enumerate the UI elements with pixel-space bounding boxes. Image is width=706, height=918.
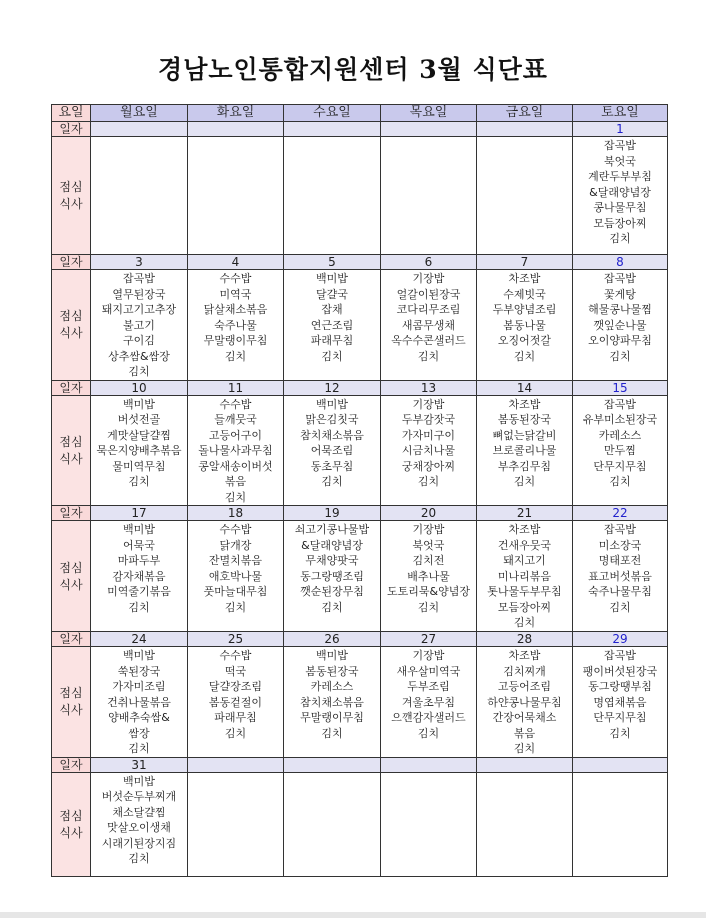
- menu-item: 감자채볶음: [112, 569, 166, 583]
- menu-item: 버섯전골: [117, 413, 161, 426]
- menu-item: 가자미구이: [401, 428, 456, 442]
- date-cell-tue: 11: [188, 380, 284, 395]
- menu-cell-wed: [284, 270, 381, 381]
- menu-item: 숙주나물무침: [588, 585, 652, 598]
- date-cell-tue: 25: [188, 632, 284, 647]
- menu-item: 무말랭이무침: [203, 334, 268, 347]
- menu-item: 김치: [321, 475, 343, 488]
- menu-item: 수수밥: [219, 272, 252, 285]
- menu-item: 김치: [128, 742, 150, 755]
- menu-item: 미역국: [219, 287, 252, 301]
- date-cell-thu: 13: [381, 380, 477, 395]
- menu-item: 달걀장조림: [208, 680, 263, 693]
- weekday-header-wed: 수요일: [284, 105, 381, 122]
- menu-item: 김치: [128, 475, 150, 488]
- menu-cell-thu: [381, 772, 477, 876]
- menu-item: 미나리볶음: [497, 569, 552, 583]
- menu-item: 새우살미역국: [396, 664, 461, 678]
- date-cell-tue: 4: [188, 255, 284, 270]
- lunch-row: [52, 270, 668, 381]
- menu-item: 김치: [128, 600, 150, 614]
- menu-item: 카레소스: [598, 428, 642, 442]
- menu-cell-wed: [284, 772, 381, 876]
- menu-item: 맑은김칫국: [305, 413, 359, 426]
- menu-item: 백미밥: [123, 523, 155, 536]
- date-cell-wed: 19: [284, 506, 381, 521]
- menu-item: 양배추숙쌈&: [108, 711, 170, 724]
- menu-item: 모듬장아찌: [593, 216, 647, 230]
- weekday-header-fri: 금요일: [477, 105, 573, 122]
- date-cell-tue: 18: [188, 506, 284, 521]
- date-cell-mon: 3: [91, 255, 188, 270]
- weeks-body: [52, 122, 668, 877]
- date-row: [52, 757, 668, 772]
- menu-item: 미역줄기볶음: [107, 585, 171, 598]
- date-cell-mon: 17: [91, 506, 188, 521]
- menu-item: 잡곡밥: [123, 272, 155, 285]
- date-cell-sat: 1: [573, 122, 668, 137]
- menu-item: 간장어묵채소: [492, 711, 557, 724]
- menu-cell-sat: [573, 647, 668, 758]
- menu-item: 옥수수콘샐러드: [391, 334, 466, 347]
- menu-item: 연근조림: [310, 318, 354, 332]
- menu-item: 백미밥: [123, 397, 155, 411]
- menu-item: 김치: [128, 852, 150, 865]
- menu-item: 구이김: [123, 334, 155, 347]
- date-cell-thu: [381, 122, 477, 137]
- menu-item: 김치: [321, 726, 343, 740]
- menu-item: 쌈장: [128, 726, 150, 740]
- menu-item: 만두찜: [604, 444, 636, 457]
- date-cell-thu: 20: [381, 506, 477, 521]
- menu-cell-tue: [188, 647, 284, 758]
- menu-item: 김치: [513, 742, 536, 755]
- menu-item: 깻순된장무침: [300, 585, 364, 598]
- menu-item: 파래무침: [310, 334, 354, 347]
- date-row: [52, 632, 668, 647]
- menu-item: 볶음: [224, 475, 247, 488]
- menu-cell-tue: [188, 137, 284, 255]
- menu-item: 잡채: [321, 303, 343, 316]
- menu-item: 차조밥: [508, 523, 541, 536]
- date-cell-sat: 29: [573, 632, 668, 647]
- menu-cell-tue: [188, 772, 284, 876]
- menu-item: 풋마늘대무침: [203, 585, 268, 598]
- menu-item: 게맛살달걀찜: [107, 428, 171, 442]
- menu-item: 봄동된장국: [305, 664, 359, 678]
- menu-item: 어묵조림: [310, 444, 354, 457]
- menu-item: 닭살채소볶음: [203, 303, 268, 316]
- menu-cell-thu: [381, 647, 477, 758]
- weekday-header-tue: 화요일: [188, 105, 284, 122]
- menu-item: 들깨뭇국: [214, 413, 257, 426]
- menu-cell-mon: [91, 395, 188, 506]
- menu-item: 돼지고기: [503, 554, 546, 567]
- menu-item: 시금치나물: [401, 444, 456, 457]
- menu-cell-wed: [284, 521, 381, 632]
- menu-item: 볶음: [513, 726, 536, 740]
- date-cell-thu: 6: [381, 255, 477, 270]
- date-row-label: 일자: [52, 380, 91, 395]
- menu-item: 차조밥: [508, 272, 541, 285]
- menu-item: 팽이버섯된장국: [582, 664, 658, 678]
- menu-item: 명엽채볶음: [593, 695, 647, 709]
- lunch-row: [52, 772, 668, 876]
- menu-item: 단무지무침: [593, 711, 647, 724]
- menu-item: 김치: [609, 232, 631, 245]
- date-cell-sat: 22: [573, 506, 668, 521]
- menu-item: 오이양파무침: [588, 334, 652, 347]
- date-cell-fri: 7: [477, 255, 573, 270]
- date-cell-fri: 14: [477, 380, 573, 395]
- menu-cell-fri: [477, 395, 573, 506]
- menu-item: 돼지고기고추장: [101, 303, 177, 316]
- weekday-header-row: [52, 105, 668, 122]
- menu-item: 김치: [321, 349, 343, 363]
- menu-item: 채소달걀찜: [112, 805, 166, 819]
- menu-item: 백미밥: [316, 649, 348, 662]
- menu-item: 김치: [224, 349, 247, 363]
- menu-item: 해물콩나물찜: [588, 303, 652, 316]
- date-row-label: 일자: [52, 506, 91, 521]
- menu-item: 백미밥: [123, 649, 155, 662]
- lunch-row-label: 점심 식사: [52, 137, 91, 255]
- lunch-row-label: 점심 식사: [52, 647, 91, 758]
- menu-cell-sat: [573, 772, 668, 876]
- menu-cell-fri: [477, 772, 573, 876]
- menu-item: 으깬감자샐러드: [391, 711, 466, 724]
- menu-item: 기장밥: [412, 272, 445, 285]
- menu-item: 돌나물사과무침: [198, 444, 273, 457]
- date-cell-wed: 5: [284, 255, 381, 270]
- date-row: [52, 506, 668, 521]
- menu-item: 잡곡밥: [604, 272, 636, 285]
- menu-item: 참치채소볶음: [300, 695, 364, 709]
- menu-item: 김치: [224, 490, 247, 504]
- menu-item: 봄동된장국: [497, 413, 552, 426]
- menu-item: 김치: [417, 349, 440, 363]
- lunch-row-label: 점심 식사: [52, 395, 91, 506]
- menu-cell-tue: [188, 270, 284, 381]
- date-cell-mon: 24: [91, 632, 188, 647]
- lunch-row: [52, 137, 668, 255]
- menu-item: 맛살오이생채: [107, 821, 171, 834]
- menu-item: 기장밥: [412, 649, 445, 662]
- menu-item: 브로콜리나물: [492, 444, 557, 457]
- menu-item: 김치: [513, 475, 536, 488]
- weekday-header-mon: 월요일: [91, 105, 188, 122]
- menu-item: 묵은지양배추볶음: [96, 444, 182, 457]
- date-cell-thu: [381, 757, 477, 772]
- menu-item: 참치채소볶음: [300, 428, 364, 442]
- menu-cell-mon: [91, 772, 188, 876]
- menu-item: 콩나물무침: [593, 201, 647, 214]
- menu-item: 떡국: [224, 664, 247, 678]
- date-row-label: 일자: [52, 632, 91, 647]
- menu-item: 닭개장: [219, 538, 252, 552]
- menu-item: 열무된장국: [112, 287, 166, 301]
- menu-item: 가자미조림: [112, 680, 166, 693]
- menu-cell-wed: [284, 647, 381, 758]
- menu-item: 김치: [513, 616, 536, 629]
- menu-item: 시래기된장지짐: [101, 836, 177, 850]
- menu-item: 카레소스: [310, 680, 354, 693]
- date-cell-sat: 8: [573, 255, 668, 270]
- date-row: [52, 380, 668, 395]
- weekday-header-label: 요일: [52, 105, 91, 122]
- date-cell-wed: [284, 122, 381, 137]
- menu-item: 상추쌈&쌈장: [108, 349, 170, 363]
- date-cell-mon: [91, 122, 188, 137]
- date-cell-mon: 10: [91, 380, 188, 395]
- menu-item: 김치: [224, 600, 247, 614]
- menu-item: 김치: [609, 475, 631, 488]
- menu-item: 톳나물두부무침: [487, 585, 562, 598]
- date-cell-fri: [477, 122, 573, 137]
- menu-item: 북엇국: [412, 538, 445, 552]
- lunch-row: [52, 395, 668, 506]
- menu-item: 계란두부부침: [588, 170, 652, 183]
- date-row-label: 일자: [52, 255, 91, 270]
- menu-item: 불고기: [123, 318, 155, 332]
- menu-cell-mon: [91, 647, 188, 758]
- menu-cell-fri: [477, 270, 573, 381]
- menu-item: 김치전: [412, 554, 445, 567]
- menu-item: 김치: [417, 600, 440, 614]
- lunch-row: [52, 521, 668, 632]
- menu-item: 어묵국: [123, 538, 155, 552]
- menu-cell-wed: [284, 137, 381, 255]
- menu-item: 김치: [513, 349, 536, 363]
- menu-item: 김치: [224, 726, 247, 740]
- lunch-row: [52, 647, 668, 758]
- menu-item: 모듬장아찌: [497, 600, 552, 614]
- menu-cell-thu: [381, 137, 477, 255]
- date-row-label: 일자: [52, 122, 91, 137]
- menu-item: 숙주나물: [214, 318, 257, 332]
- menu-item: 도토리묵&양념장: [387, 585, 470, 598]
- menu-cell-sat: [573, 137, 668, 255]
- menu-item: 잡곡밥: [604, 649, 636, 662]
- menu-item: 얼갈이된장국: [396, 287, 461, 301]
- menu-item: 고등어조림: [497, 680, 552, 693]
- date-cell-wed: [284, 757, 381, 772]
- menu-item: 차조밥: [508, 397, 541, 411]
- menu-item: 김치: [609, 600, 631, 614]
- menu-item: 김치: [609, 726, 631, 740]
- menu-item: 수수밥: [219, 397, 252, 411]
- date-cell-thu: 27: [381, 632, 477, 647]
- menu-item: 파래무침: [214, 711, 257, 724]
- date-row: [52, 122, 668, 137]
- menu-item: 겨울초무침: [401, 695, 456, 709]
- menu-item: 수제빗국: [503, 287, 546, 301]
- date-row-label: 일자: [52, 757, 91, 772]
- menu-item: 김치: [417, 475, 440, 488]
- menu-item: 김치: [128, 365, 150, 378]
- menu-item: 잡곡밥: [604, 523, 636, 536]
- menu-item: 버섯순두부찌개: [101, 790, 177, 803]
- menu-item: 봄동나물: [503, 318, 546, 332]
- date-row: [52, 255, 668, 270]
- menu-item: 애호박나물: [208, 569, 263, 583]
- menu-cell-thu: [381, 270, 477, 381]
- date-cell-tue: [188, 757, 284, 772]
- menu-cell-thu: [381, 521, 477, 632]
- menu-item: 잔멸치볶음: [208, 554, 263, 567]
- weekday-header-thu: 목요일: [381, 105, 477, 122]
- date-cell-wed: 26: [284, 632, 381, 647]
- menu-cell-tue: [188, 521, 284, 632]
- menu-cell-sat: [573, 270, 668, 381]
- menu-item: 하얀콩나물무침: [487, 695, 562, 709]
- date-cell-mon: 31: [91, 757, 188, 772]
- menu-item: 봄동겉절이: [208, 695, 263, 709]
- menu-item: 김치찌개: [503, 664, 546, 678]
- menu-item: 오징어젓갈: [497, 334, 552, 347]
- menu-item: 달걀국: [316, 287, 348, 301]
- menu-item: 기장밥: [412, 397, 445, 411]
- menu-item: 동초무침: [310, 459, 354, 473]
- menu-cell-mon: [91, 137, 188, 255]
- menu-cell-thu: [381, 395, 477, 506]
- menu-item: 잡곡밥: [604, 139, 636, 152]
- bottom-scroll-edge: [0, 912, 706, 918]
- menu-cell-fri: [477, 137, 573, 255]
- menu-item: 백미밥: [316, 397, 348, 411]
- menu-cell-wed: [284, 395, 381, 506]
- menu-item: 미소장국: [598, 538, 642, 552]
- menu-item: 배추나물: [407, 569, 450, 583]
- date-cell-wed: 12: [284, 380, 381, 395]
- menu-item: 북엇국: [604, 154, 636, 168]
- page-title: 경남노인통합지원센터 3월 식단표: [158, 55, 548, 84]
- menu-cell-mon: [91, 270, 188, 381]
- date-cell-tue: [188, 122, 284, 137]
- date-cell-sat: 15: [573, 380, 668, 395]
- weekday-header-sat: 토요일: [573, 105, 668, 122]
- menu-item: 깻잎순나물: [593, 318, 647, 332]
- menu-cell-fri: [477, 521, 573, 632]
- menu-item: 두부조림: [407, 680, 450, 693]
- menu-item: 차조밥: [508, 649, 541, 662]
- date-cell-fri: 28: [477, 632, 573, 647]
- lunch-row-label: 점심 식사: [52, 772, 91, 876]
- menu-item: 건새우뭇국: [497, 538, 552, 552]
- menu-item: 잡곡밥: [604, 397, 636, 411]
- lunch-row-label: 점심 식사: [52, 521, 91, 632]
- menu-item: 백미밥: [123, 774, 155, 788]
- menu-item: 두부감잣국: [401, 413, 456, 426]
- menu-item: 두부양념조림: [492, 303, 557, 316]
- menu-item: 부추김무침: [497, 459, 552, 473]
- menu-cell-sat: [573, 521, 668, 632]
- menu-item: 콩알새송이버섯: [198, 459, 273, 473]
- menu-item: 무말랭이무침: [300, 711, 364, 724]
- menu-cell-sat: [573, 395, 668, 506]
- menu-item: 건취나물볶음: [107, 695, 171, 709]
- menu-item: 물미역무침: [112, 459, 166, 473]
- menu-item: &달래양념장: [589, 185, 651, 199]
- menu-item: 유부미소된장국: [582, 413, 658, 426]
- menu-item: 쇠고기콩나물밥: [294, 523, 370, 536]
- menu-item: 수수밥: [219, 523, 252, 536]
- menu-item: 궁채장아찌: [401, 459, 456, 473]
- menu-item: 고등어구이: [208, 428, 263, 442]
- menu-item: 꽃게탕: [604, 287, 636, 301]
- menu-item: 무채양팟국: [305, 554, 359, 567]
- menu-item: 김치: [321, 600, 343, 614]
- menu-item: 코다리무조림: [396, 303, 461, 316]
- date-cell-fri: 21: [477, 506, 573, 521]
- menu-cell-mon: [91, 521, 188, 632]
- menu-item: 단무지무침: [593, 459, 647, 473]
- menu-item: 수수밥: [219, 649, 252, 662]
- menu-item: 김치: [417, 726, 440, 740]
- menu-item: 뼈없는닭갈비: [492, 428, 557, 442]
- menu-item: 백미밥: [316, 272, 348, 285]
- menu-item: 새콤무생채: [401, 318, 456, 332]
- menu-item: &달래양념장: [301, 538, 363, 552]
- date-cell-fri: [477, 757, 573, 772]
- meal-plan-table: [51, 104, 668, 877]
- menu-cell-fri: [477, 647, 573, 758]
- menu-item: 기장밥: [412, 523, 445, 536]
- menu-item: 김치: [609, 349, 631, 363]
- lunch-row-label: 점심 식사: [52, 270, 91, 381]
- menu-item: 쑥된장국: [117, 664, 161, 678]
- menu-cell-tue: [188, 395, 284, 506]
- menu-item: 명태포전: [598, 554, 642, 567]
- menu-item: 동그랑땡부침: [588, 680, 652, 693]
- menu-item: 표고버섯볶음: [588, 569, 652, 583]
- menu-item: 마파두부: [117, 554, 161, 567]
- menu-item: 동그랑땡조림: [300, 569, 364, 583]
- date-cell-sat: [573, 757, 668, 772]
